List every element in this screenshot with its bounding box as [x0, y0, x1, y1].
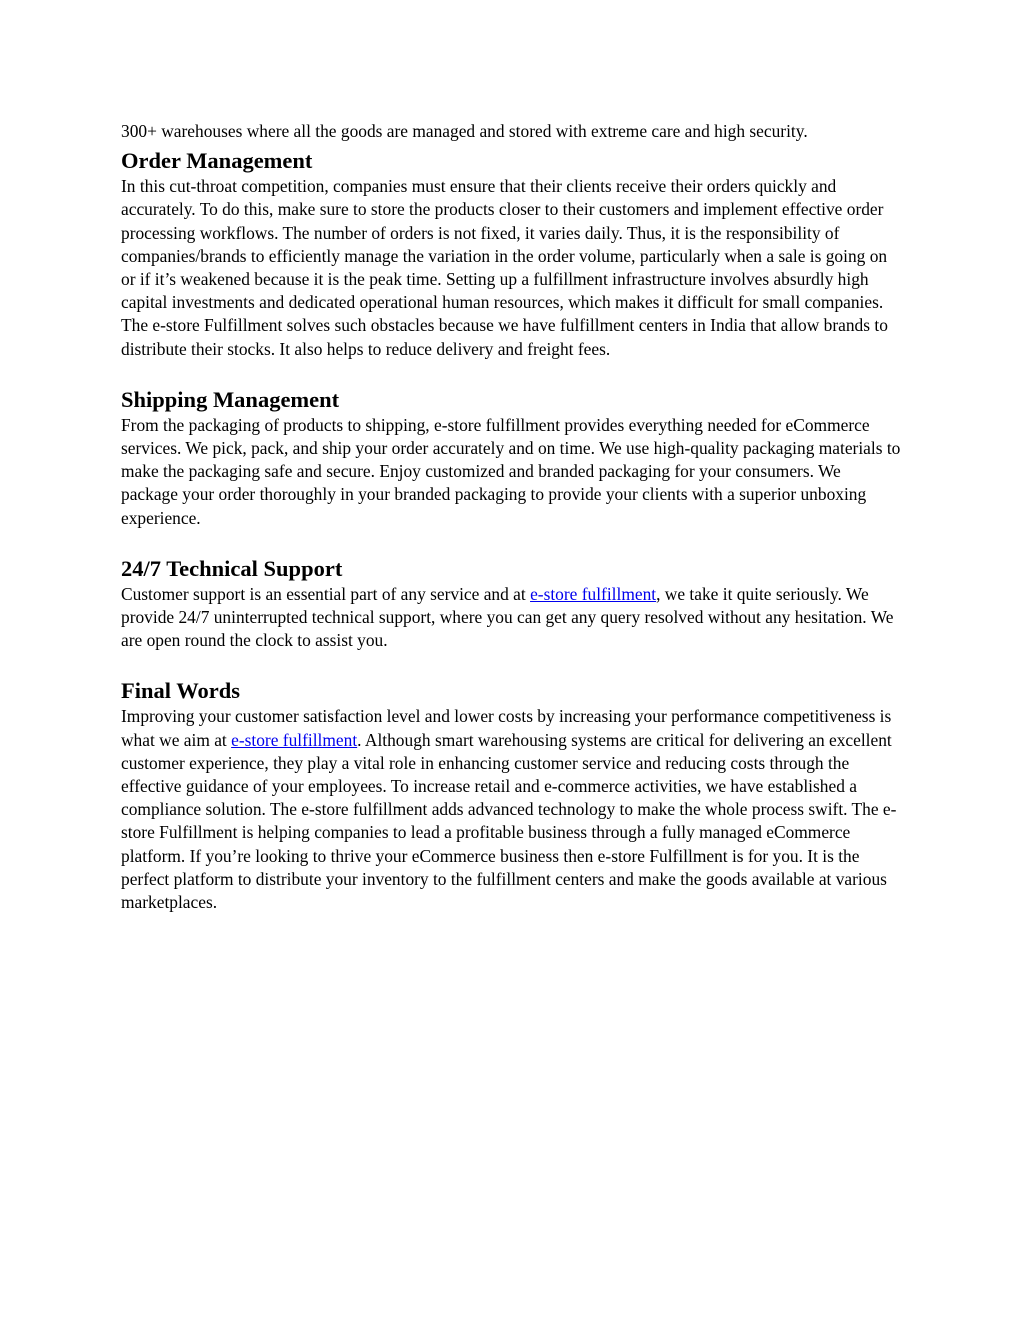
shipping-management-paragraph: From the packaging of products to shipping, e-store fulfillment provides everything needed for eCommerce services. We pick, pack, and ship your order accurately and on time. We use high-quality packaging materials to make the packaging safe and secure. Enjoy customized and branded packaging for your consumers. We package your order thoroughly in your branded packaging to provide your clients with a superior unboxing experience.	[121, 414, 901, 528]
technical-support-text-before: Customer support is an essential part of any service and at	[121, 583, 531, 604]
final-words-text-before: Improving your customer satisfaction level and lower costs by increasing your performance competitiveness is what we aim at	[121, 706, 892, 750]
final-words-heading: Final Words	[121, 678, 240, 704]
technical-support-heading: 24/7 Technical Support	[121, 555, 343, 581]
estore-fulfillment-link-2[interactable]: e-store fulfillment	[231, 729, 358, 750]
document-content	[121, 120, 901, 914]
estore-fulfillment-link[interactable]: e-store fulfillment	[530, 583, 657, 604]
order-management-heading: Order Management	[121, 148, 313, 174]
final-words-text-after: . Although smart warehousing systems are critical for delivering an excellent customer experience, they play a vital role in enhancing customer service and reducing costs through the effective guidance of your employees. To increase retail and e-commerce activities, we have established a compliance solution. The e-store fulfillment adds advanced technology to make the whole process swift. The e-store Fulfillment is helping companies to lead a profitable business through a fully managed eCommerce platform. If you’re looking to thrive your eCommerce business then e-store Fulfillment is for you. It is the perfect platform to distribute your inventory to the fulfillment centers and make the goods available at various marketplaces.	[121, 729, 897, 913]
technical-support-paragraph	[121, 583, 901, 653]
technical-support-text-after: , we take it quite seriously. We provide 24/7 uninterrupted technical support, where you can get any query resolved without any hesitation. We are open round the clock to assist you.	[121, 583, 894, 651]
final-words-paragraph	[121, 705, 901, 914]
intro-paragraph: 300+ warehouses where all the goods are managed and stored with extreme care and high security.	[121, 121, 808, 141]
order-management-paragraph: In this cut-throat competition, companies must ensure that their clients receive their orders quickly and accurately. To do this, make sure to store the products closer to their customers and implement effective order processing workflows. The number of orders is not fixed, it varies daily. Thus, it is the responsibility of companies/brands to efficiently manage the variation in the order volume, particularly when a sale is going on or if it’s weakened because it is the peak time. Setting up a fulfillment infrastructure involves absurdly high capital investments and dedicated operational human resources, which makes it difficult for small companies. The e-store Fulfillment solves such obstacles because we have fulfillment centers in India that allow brands to distribute their stocks. It also helps to reduce delivery and freight fees.	[121, 176, 888, 359]
shipping-management-heading: Shipping Management	[121, 386, 340, 412]
